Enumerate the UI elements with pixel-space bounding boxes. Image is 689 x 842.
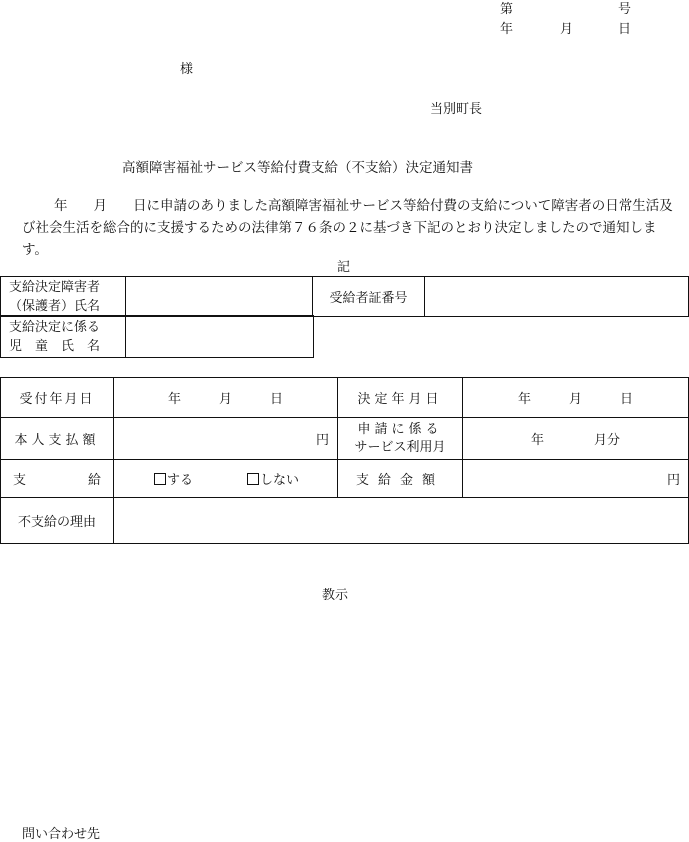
decision-date-field[interactable]: 年 月 日	[463, 378, 689, 418]
number-suffix: 号	[618, 2, 632, 17]
kyouji-label: 教示	[322, 588, 349, 603]
receipt-date-label: 受付年月日	[1, 378, 114, 418]
issuer: 当別町長	[430, 102, 483, 117]
ki-label: 記	[337, 260, 351, 275]
body-text: 日に申請のありました高額障害福祉サービス等給付費の支給について障害者の日常生活及び社会生活を総合的に支援するための法律第７６条の２に基づき下記のとおり決定しましたので通知します。	[22, 198, 673, 258]
checkbox-icon[interactable]	[154, 473, 166, 485]
header-date-month: 月	[560, 22, 574, 37]
decision-table	[0, 377, 689, 544]
non-payment-reason-label: 不支給の理由	[1, 498, 114, 544]
body-paragraph	[22, 195, 682, 261]
header-date-year: 年	[500, 22, 514, 37]
child-table	[0, 315, 314, 358]
payment-options	[114, 460, 338, 498]
payment-label: 支 給	[1, 460, 114, 498]
applicant-name-label: 支給決定障害者 （保護者）氏名	[1, 277, 126, 317]
non-payment-reason-field[interactable]	[114, 498, 689, 544]
service-month-field[interactable]: 年 月分	[463, 418, 689, 460]
body-date-year: 年	[54, 198, 68, 214]
body-date-month: 月	[93, 198, 107, 214]
receipt-date-field[interactable]: 年 月 日	[114, 378, 338, 418]
checkbox-icon[interactable]	[247, 473, 259, 485]
service-month-label: 申請に係る サービス利用月	[338, 418, 463, 460]
header-date-day: 日	[618, 22, 632, 37]
option-yes[interactable]: する	[154, 469, 193, 488]
child-name-field[interactable]	[126, 316, 314, 358]
recipient-suffix: 様	[180, 62, 194, 77]
applicant-name-field[interactable]	[126, 277, 313, 317]
certificate-number-label: 受給者証番号	[313, 277, 425, 317]
number-prefix: 第	[500, 2, 514, 17]
child-name-label: 支給決定に係る 児 童 氏 名	[1, 316, 126, 358]
payment-amount-label: 支給金額	[338, 460, 463, 498]
certificate-number-field[interactable]	[425, 277, 689, 317]
contact-label: 問い合わせ先	[22, 827, 101, 842]
self-payment-label: 本人支払額	[1, 418, 114, 460]
decision-date-label: 決定年月日	[338, 378, 463, 418]
payment-amount-field[interactable]: 円	[463, 460, 689, 498]
applicant-table	[0, 276, 689, 317]
self-payment-field[interactable]: 円	[114, 418, 338, 460]
document-title: 高額障害福祉サービス等給付費支給（不支給）決定通知書	[122, 160, 473, 176]
option-no[interactable]: しない	[247, 469, 299, 488]
